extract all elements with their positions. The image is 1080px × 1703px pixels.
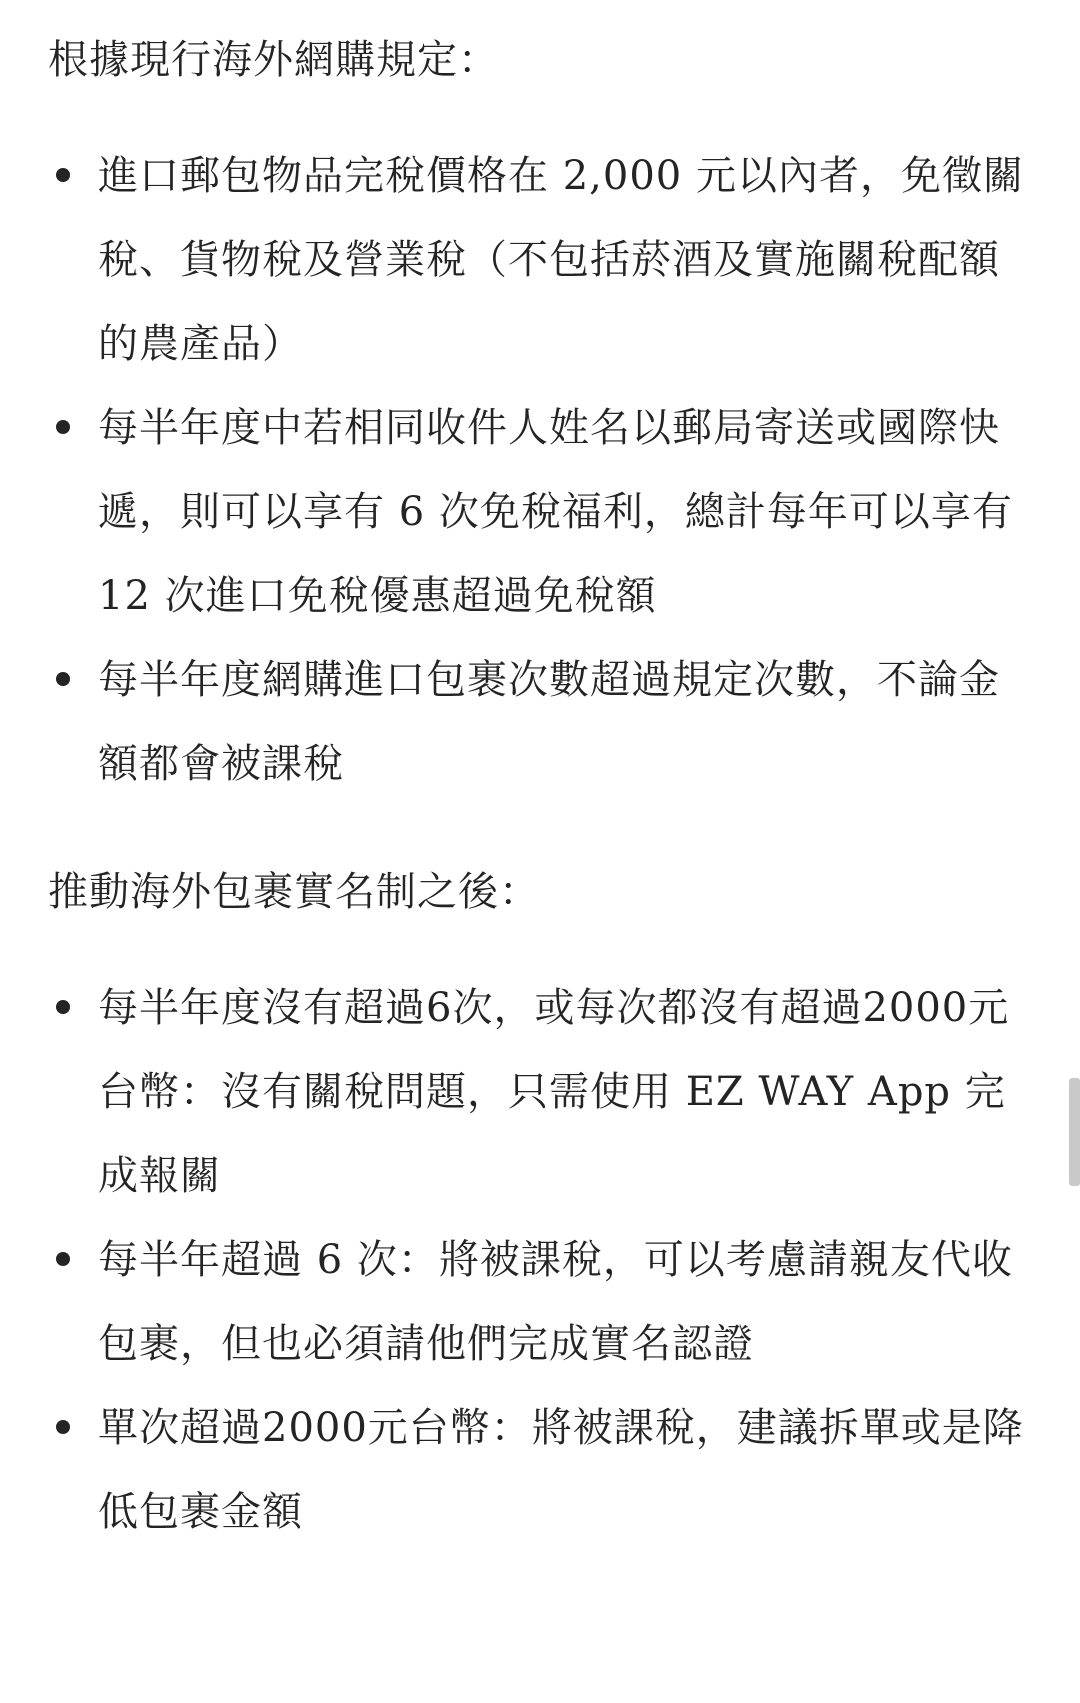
section-2-heading: 推動海外包裹實名制之後：: [48, 869, 540, 915]
bullet-icon: [56, 420, 70, 434]
section-2-list: [48, 966, 1040, 1554]
section-1-heading: 根據現行海外網購規定：: [48, 37, 499, 83]
bullet-icon: [56, 1252, 70, 1266]
list-item-text: 每半年超過 6 次：將被課稅，可以考慮請親友代收包裹，但也必須請他們完成實名認證: [98, 1237, 1013, 1367]
list-item: [48, 1386, 1040, 1554]
bullet-icon: [56, 672, 70, 686]
list-item: [48, 638, 1040, 806]
list-item: [48, 966, 1040, 1218]
list-item-text: 進口郵包物品完稅價格在 2,000 元以內者，免徵關稅、貨物稅及營業稅（不包括菸酒及實施關稅配額的農產品）: [98, 153, 1024, 367]
scrollbar-thumb[interactable]: [1069, 1078, 1080, 1186]
list-item-text: 每半年度網購進口包裹次數超過規定次數，不論金額都會被課稅: [98, 657, 1000, 787]
list-item: [48, 1218, 1040, 1386]
list-item-text: 單次超過2000元台幣：將被課稅，建議拆單或是降低包裹金額: [98, 1405, 1024, 1535]
list-item: [48, 386, 1040, 638]
list-item: [48, 134, 1040, 386]
bullet-icon: [56, 1420, 70, 1434]
list-item-text: 每半年度中若相同收件人姓名以郵局寄送或國際快遞，則可以享有 6 次免稅福利，總計每年可以享有 12 次進口免稅優惠超過免稅額: [98, 405, 1013, 619]
bullet-icon: [56, 168, 70, 182]
list-item-text: 每半年度沒有超過6次，或每次都沒有超過2000元 台幣：沒有關稅問題，只需使用 EZ WAY App 完成報關: [98, 985, 1010, 1199]
bullet-icon: [56, 1000, 70, 1014]
section-1-list: [48, 134, 1040, 806]
